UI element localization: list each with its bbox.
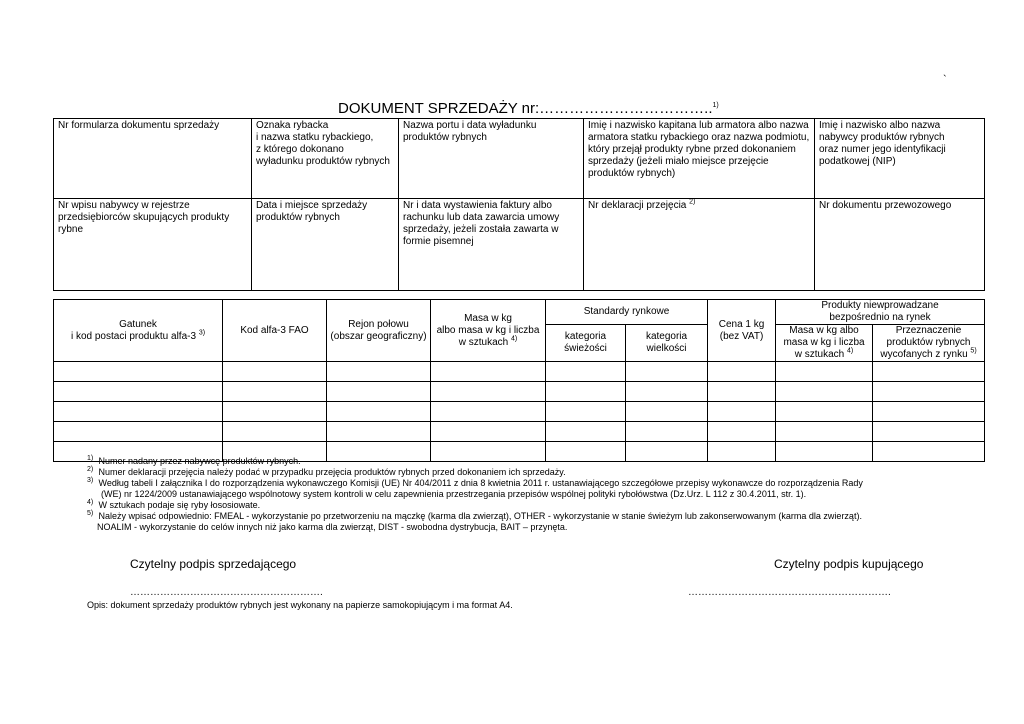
field-label: sprzedaży, jeżeli została zawarta w bbox=[403, 224, 559, 235]
goods-cell[interactable] bbox=[873, 402, 985, 422]
field-label: Imię i nazwisko albo nazwa bbox=[819, 120, 941, 131]
col-label bbox=[776, 349, 872, 361]
goods-cell[interactable] bbox=[626, 442, 708, 462]
field-label: rybne bbox=[58, 224, 84, 235]
col-label: produktów rybnych bbox=[886, 337, 971, 348]
field-label: produktów rybnych bbox=[256, 212, 340, 223]
goods-cell[interactable] bbox=[776, 442, 873, 462]
field-label: produktów rybnych bbox=[403, 132, 487, 143]
col-label: bezpośrednio na rynek bbox=[829, 312, 931, 323]
field-buyer-registry[interactable] bbox=[54, 199, 252, 291]
goods-cell[interactable] bbox=[431, 422, 546, 442]
goods-cell[interactable] bbox=[223, 422, 327, 442]
field-label: armatora statku rybackiego oraz nazwa podmiotu, bbox=[588, 132, 810, 143]
document-title-text: DOKUMENT SPRZEDAŻY nr:…………………………….. bbox=[338, 100, 713, 117]
field-form-number[interactable] bbox=[54, 119, 252, 199]
field-label: podatkowej (NIP) bbox=[819, 156, 896, 167]
col-label: świeżości bbox=[564, 343, 607, 354]
field-label: Nr wpisu nabywcy w rejestrze bbox=[58, 200, 190, 211]
field-label bbox=[588, 200, 810, 212]
goods-cell[interactable] bbox=[708, 442, 776, 462]
field-label: Data i miejsce sprzedaży bbox=[256, 200, 368, 211]
col-label: masa w kg i liczba bbox=[783, 337, 865, 348]
col-label-text: wycofanych z rynku bbox=[880, 349, 968, 360]
buyer-signature-line[interactable]: ……………………………………………………. bbox=[688, 587, 891, 598]
footnote-1: $^{1)}$ Numer nadany przez nabywcę produktów rybnych. bbox=[87, 455, 301, 466]
footnote-ref: 5) bbox=[970, 347, 977, 355]
col-label: Gatunek bbox=[119, 318, 157, 330]
footnote-5-cont bbox=[97, 522, 567, 533]
field-takeover-declaration[interactable] bbox=[584, 199, 815, 291]
field-buyer-name[interactable] bbox=[815, 119, 985, 199]
col-standardy bbox=[546, 300, 708, 325]
goods-cell[interactable] bbox=[546, 422, 626, 442]
col-label-text: w sztukach bbox=[794, 349, 845, 360]
col-label: wielkości bbox=[646, 343, 687, 354]
footnote-5: $^{5)}$ Należy wpisać odpowiednio: FMEAL - wykorzystanie po przetworzeniu na mączkę (karma dla zwierząt), OTHER - wykorzystanie w stanie świeżym lub zakonserwowanym (karma dla zwierząt). bbox=[87, 510, 862, 521]
footnote-2: $^{2)}$ Numer deklaracji przejęcia należy podać w przypadku przejęcia produktów rybnych przed dokonaniem ich sprzedaży. bbox=[87, 466, 566, 477]
footnote-3-cont bbox=[101, 489, 806, 500]
goods-cell[interactable] bbox=[546, 362, 626, 382]
col-label: kategoria bbox=[645, 331, 688, 342]
goods-cell[interactable] bbox=[776, 422, 873, 442]
col-masa bbox=[431, 300, 546, 362]
field-label: i nazwa statku rybackiego, bbox=[256, 132, 374, 143]
goods-cell[interactable] bbox=[327, 382, 431, 402]
col-label: Rejon połowu bbox=[348, 318, 409, 330]
goods-cell[interactable] bbox=[327, 442, 431, 462]
col-produkty bbox=[776, 300, 985, 325]
footnote-4: $^{4)}$ W sztukach podaje się ryby łososiowate. bbox=[87, 499, 261, 510]
goods-cell[interactable] bbox=[626, 402, 708, 422]
goods-cell[interactable] bbox=[54, 382, 223, 402]
field-label: rachunku lub data zawarcia umowy bbox=[403, 212, 560, 223]
goods-cell[interactable] bbox=[776, 362, 873, 382]
header-table bbox=[53, 118, 985, 291]
footnote-text: W sztukach podaje się ryby łososiowate. bbox=[98, 500, 261, 510]
col-label: Przeznaczenie bbox=[895, 325, 962, 336]
footnote-ref: 4) bbox=[511, 335, 518, 343]
col-label: (obszar geograficzny) bbox=[330, 330, 427, 342]
header-row-1 bbox=[54, 119, 985, 199]
col-label: kategoria bbox=[564, 331, 607, 342]
col-label: albo masa w kg i liczba bbox=[436, 324, 540, 336]
field-captain-name[interactable] bbox=[584, 119, 815, 199]
field-label: Nr formularza dokumentu sprzedaży bbox=[58, 120, 220, 131]
col-gatunek bbox=[54, 300, 223, 362]
field-label-text: Nr deklaracji przejęcia bbox=[588, 200, 687, 211]
goods-cell[interactable] bbox=[327, 362, 431, 382]
goods-cell[interactable] bbox=[431, 362, 546, 382]
col-label-text: w sztukach bbox=[458, 336, 509, 348]
field-label: z którego dokonano bbox=[256, 144, 344, 155]
goods-cell[interactable] bbox=[431, 382, 546, 402]
col-label bbox=[431, 337, 545, 349]
footnote-3: $^{3)}$ Według tabeli I załącznika I do rozporządzenia wykonawczego Komisji (UE) Nr 404/2011 z dnia 8 kwietnia 2011 r. ustanawiającego szczegółowe przepisy wykonawcze do rozporządzenia Rady bbox=[87, 477, 863, 488]
footnote-ref: 3) bbox=[198, 329, 206, 337]
footnote-text: Numer nadany przez nabywcę produktów rybnych. bbox=[98, 456, 301, 466]
seller-signature-line[interactable]: …………………………………………………. bbox=[130, 587, 323, 598]
col-label: Produkty niewprowadzane bbox=[821, 300, 939, 311]
goods-header-row-1 bbox=[54, 300, 985, 325]
goods-cell[interactable] bbox=[708, 382, 776, 402]
header-row-2 bbox=[54, 199, 985, 291]
goods-cell[interactable] bbox=[873, 362, 985, 382]
col-label: (bez VAT) bbox=[719, 330, 764, 342]
goods-cell[interactable] bbox=[223, 362, 327, 382]
goods-cell[interactable] bbox=[223, 382, 327, 402]
col-kat-swiezosci bbox=[546, 325, 626, 362]
field-label: Oznaka rybacka bbox=[256, 120, 329, 131]
seller-signature-label: Czytelny podpis sprzedającego bbox=[130, 557, 297, 571]
field-transport-document[interactable] bbox=[815, 199, 985, 291]
goods-cell[interactable] bbox=[626, 422, 708, 442]
goods-cell[interactable] bbox=[54, 422, 223, 442]
field-label: produktów rybnych) bbox=[588, 168, 676, 179]
col-label bbox=[54, 331, 222, 343]
buyer-signature-label: Czytelny podpis kupującego bbox=[774, 557, 924, 571]
col-masa2 bbox=[776, 325, 873, 362]
goods-cell[interactable] bbox=[223, 402, 327, 422]
col-label: Masa w kg bbox=[464, 312, 512, 324]
goods-cell[interactable] bbox=[431, 442, 546, 462]
document-description: Opis: dokument sprzedaży produktów rybnych jest wykonany na papierze samokopiującym i ma format A4. bbox=[87, 600, 513, 610]
goods-cell[interactable] bbox=[327, 402, 431, 422]
goods-table bbox=[53, 299, 985, 462]
footnote-ref: 2) bbox=[689, 198, 696, 206]
goods-cell[interactable] bbox=[54, 362, 223, 382]
col-label: Kod alfa-3 FAO bbox=[240, 324, 309, 336]
field-label: przedsiębiorców skupujących produkty bbox=[58, 212, 230, 223]
footnote-text: Numer deklaracji przejęcia należy podać w przypadku przejęcia produktów rybnych przed dokonaniem ich sprzedaży. bbox=[98, 467, 566, 477]
title-footnote-ref: 1) bbox=[712, 102, 719, 109]
col-label: Masa w kg albo bbox=[789, 325, 859, 336]
goods-cell[interactable] bbox=[327, 422, 431, 442]
goods-cell[interactable] bbox=[873, 422, 985, 442]
field-vessel-mark[interactable] bbox=[252, 119, 399, 199]
field-label: który przejął produkty rybne przed dokonaniem bbox=[588, 144, 796, 155]
goods-cell[interactable] bbox=[54, 402, 223, 422]
goods-cell[interactable] bbox=[873, 382, 985, 402]
col-cena bbox=[708, 300, 776, 362]
field-invoice[interactable] bbox=[399, 199, 584, 291]
document-title bbox=[338, 100, 719, 117]
footnote-text: Należy wpisać odpowiednio: FMEAL - wykorzystanie po przetworzeniu na mączkę (karma dla zwierząt), OTHER - wykorzystanie w stanie świeżym lub zakonserwowanym (karma dla zwierząt). bbox=[98, 511, 862, 521]
goods-cell[interactable] bbox=[708, 422, 776, 442]
goods-row bbox=[54, 402, 985, 422]
col-label: Cena 1 kg bbox=[718, 318, 765, 330]
goods-row bbox=[54, 422, 985, 442]
field-label: Nr i data wystawienia faktury albo bbox=[403, 200, 552, 211]
col-label: Standardy rynkowe bbox=[583, 306, 670, 317]
col-label bbox=[873, 349, 984, 361]
goods-cell[interactable] bbox=[626, 382, 708, 402]
field-label: sprzedaży (jeżeli miało miejsce przejęcie bbox=[588, 156, 769, 167]
goods-row bbox=[54, 362, 985, 382]
col-rejon bbox=[327, 300, 431, 362]
goods-cell[interactable] bbox=[873, 442, 985, 462]
field-label: Nr dokumentu przewozowego bbox=[819, 200, 952, 211]
goods-cell[interactable] bbox=[431, 402, 546, 422]
col-label-text: i kod postaci produktu alfa-3 bbox=[70, 330, 197, 342]
field-port-landing[interactable] bbox=[399, 119, 584, 199]
goods-cell[interactable] bbox=[546, 442, 626, 462]
col-kod-fao bbox=[223, 300, 327, 362]
footnote-ref: 4) bbox=[847, 347, 854, 355]
goods-cell[interactable] bbox=[776, 382, 873, 402]
goods-cell[interactable] bbox=[708, 362, 776, 382]
field-label: Imię i nazwisko kapitana lub armatora albo nazwa bbox=[588, 120, 809, 131]
col-kat-wielkosci bbox=[626, 325, 708, 362]
field-label: wyładunku produktów rybnych bbox=[256, 156, 390, 167]
footnote-text: Według tabeli I załącznika I do rozporządzenia wykonawczego Komisji (UE) Nr 404/2011 z dnia 8 kwietnia 2011 r. ustanawiającego szczegółowe przepisy wykonawcze do rozporządzenia Rady bbox=[98, 478, 863, 488]
goods-row bbox=[54, 382, 985, 402]
goods-cell[interactable] bbox=[546, 382, 626, 402]
goods-cell[interactable] bbox=[708, 402, 776, 422]
field-sale-date-place[interactable] bbox=[252, 199, 399, 291]
goods-cell[interactable] bbox=[776, 402, 873, 422]
field-label: oraz numer jego identyfikacji bbox=[819, 144, 946, 155]
goods-cell[interactable] bbox=[546, 402, 626, 422]
goods-cell[interactable] bbox=[626, 362, 708, 382]
footnote-text: (WE) nr 1224/2009 ustanawiającego wspólnotowy system kontroli w celu zapewnienia przestrzegania przepisów wspólnej polityki rybołówstwa (Dz.Urz. L 112 z 30.4.2011, str. 1). bbox=[101, 489, 807, 499]
corner-mark: ` bbox=[943, 74, 947, 86]
field-label: Nazwa portu i data wyładunku bbox=[403, 120, 537, 131]
footnote-text: NOALIM - wykorzystanie do celów innych niż jako karma dla zwierząt, DIST - swobodna dystrybucja, BAIT – przynęta. bbox=[97, 522, 568, 532]
col-przeznaczenie bbox=[873, 325, 985, 362]
field-label: formie pisemnej bbox=[403, 236, 474, 247]
field-label: nabywcy produktów rybnych bbox=[819, 132, 945, 143]
